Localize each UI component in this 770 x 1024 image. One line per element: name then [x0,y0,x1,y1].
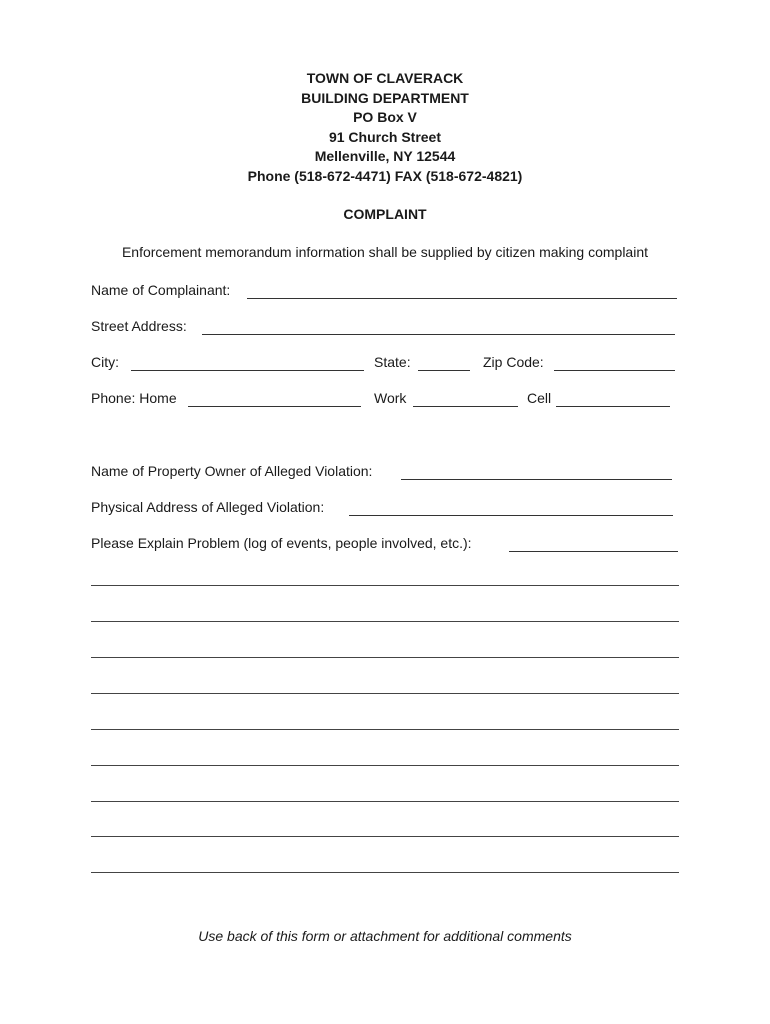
explain-problem-label: Please Explain Problem (log of events, people involved, etc.): [91,535,472,551]
physical-address-field[interactable] [349,515,673,516]
letterhead [0,69,770,187]
explanation-line[interactable] [91,693,679,694]
physical-address-label: Physical Address of Alleged Violation: [91,499,325,515]
phone-fax-line: Phone (518-672-4471) FAX (518-672-4821) [247,167,523,184]
street-address-row [91,318,679,338]
phone-home-label: Phone: Home [91,390,177,406]
city-state-zip-row [91,354,679,374]
po-box: PO Box V [353,109,417,126]
city-field[interactable] [131,370,364,371]
complainant-name-field[interactable] [247,298,677,299]
street-address-label: Street Address: [91,318,187,334]
work-phone-field[interactable] [413,406,518,407]
department-name: BUILDING DEPARTMENT [301,89,469,106]
street-address-field[interactable] [202,334,675,335]
street-line: 91 Church Street [328,128,442,145]
explanation-line[interactable] [91,657,679,658]
town-name: TOWN OF CLAVERACK [306,70,464,86]
explanation-line[interactable] [91,872,679,873]
footer-note: Use back of this form or attachment for additional comments [198,928,572,944]
phone-home-field[interactable] [188,406,361,407]
city-label: City: [91,354,119,370]
city-line: Mellenville, NY 12544 [314,148,456,165]
instruction-text: Enforcement memorandum information shall be supplied by citizen making complaint [121,244,649,260]
property-owner-row [91,463,679,483]
state-field[interactable] [418,370,470,371]
explanation-line[interactable] [91,729,679,730]
state-label: State: [374,354,411,370]
cell-label: Cell [527,390,552,406]
explanation-line[interactable] [91,765,679,766]
explanation-line[interactable] [91,621,679,622]
form-title: COMPLAINT [343,206,427,222]
work-label: Work [374,390,407,406]
cell-phone-field[interactable] [556,406,670,407]
explanation-line[interactable] [91,836,679,837]
explanation-line[interactable] [91,801,679,802]
zip-code-field[interactable] [554,370,675,371]
property-owner-label: Name of Property Owner of Alleged Violation: [91,463,373,479]
zip-code-label: Zip Code: [483,354,544,370]
physical-address-row [91,499,679,519]
property-owner-field[interactable] [401,479,672,480]
phone-row [91,390,679,410]
complainant-name-label: Name of Complainant: [91,282,231,298]
explanation-line[interactable] [91,585,679,586]
explain-problem-row [91,535,679,555]
complainant-name-row [91,282,679,302]
explain-problem-field[interactable] [509,551,678,552]
